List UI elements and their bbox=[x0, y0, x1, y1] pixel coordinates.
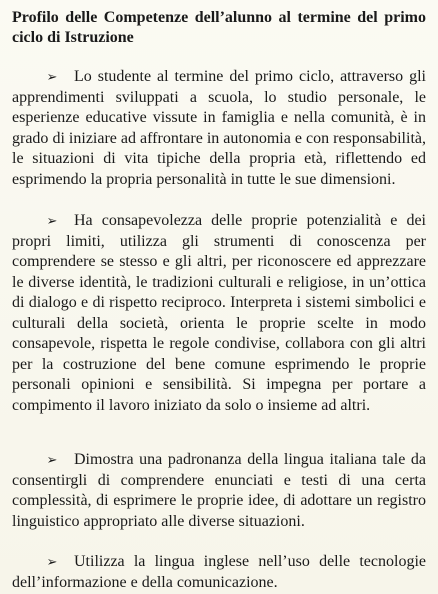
paragraph-text: Utilizza la lingua inglese nell’uso delle tecnologie dell’informazione e della comunicazione. bbox=[12, 553, 426, 591]
paragraph-text: Lo studente al termine del primo ciclo, attraverso gli apprendimenti sviluppati a scuola, lo studio personale, le esperienze educative vissute in famiglia e nella comunità, è in grado di iniziare ad affrontare in autonomia e con responsabilità, le situazioni di vita tipiche della propria età, riflettendo ed esprimendo la propria personalità in tutte le sue dimensioni. bbox=[12, 68, 426, 188]
page-title: Profilo delle Competenze dell’alunno al termine del primo ciclo di Istruzione bbox=[12, 9, 426, 46]
arrow-bullet-icon: ➢ bbox=[46, 453, 58, 468]
competence-paragraph-1 bbox=[12, 67, 426, 190]
paragraph-text: Dimostra una padronanza della lingua italiana tale da consentirgli di comprendere enunciati e testi di una certa complessità, di esprimere le proprie idee, di adottare un registro linguistico appropriato alle diverse situazioni. bbox=[12, 451, 426, 530]
competence-paragraph-4 bbox=[12, 552, 426, 593]
arrow-bullet-icon: ➢ bbox=[46, 214, 58, 229]
competence-paragraph-3 bbox=[12, 450, 426, 532]
arrow-bullet-icon: ➢ bbox=[46, 70, 58, 85]
paragraph-text: Ha consapevolezza delle proprie potenzialità e dei propri limiti, utilizza gli strumenti di conoscenza per comprendere se stesso e gli altri, per riconoscere ed apprezzare le diverse identità, le tradizioni culturali e religiose, in un’ottica di dialogo e di rispetto reciproco. Interpreta i sistemi simbolici e culturali della società, orienta le proprie scelte in modo consapevole, rispetta le regole condivise, collabora con gli altri per la costruzione del bene comune esprimendo le proprie personali opinioni e sensibilità. Si impegna per portare a compimento il lavoro iniziato da solo o insieme ad altri. bbox=[12, 212, 426, 414]
competence-paragraph-2 bbox=[12, 211, 426, 416]
arrow-bullet-icon: ➢ bbox=[46, 555, 58, 570]
